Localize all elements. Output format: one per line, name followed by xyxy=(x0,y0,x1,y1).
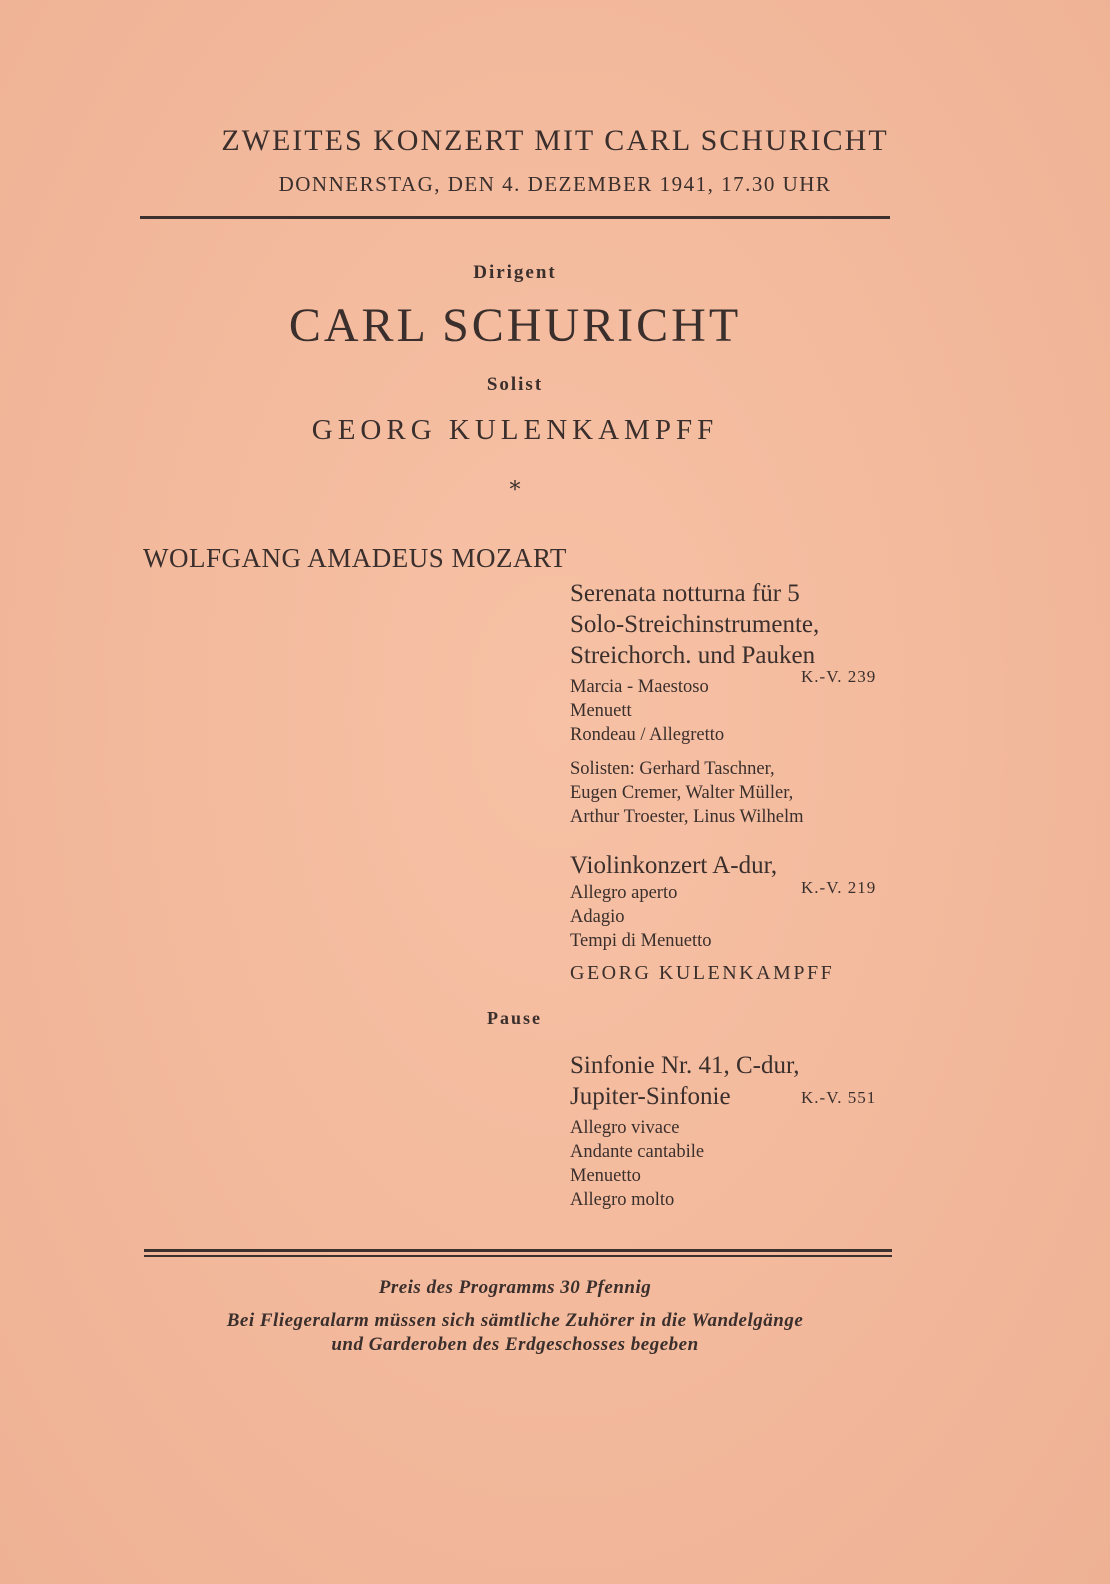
composer-name: WOLFGANG AMADEUS MOZART xyxy=(143,543,567,573)
conductor-name: CARL SCHURICHT xyxy=(288,299,742,352)
work-title-line: Serenata notturna für 5 xyxy=(570,580,800,607)
work-violin-concerto xyxy=(570,850,900,953)
movement: Allegro vivace xyxy=(570,1118,680,1138)
movement: Allegro molto xyxy=(570,1190,675,1210)
air-raid-notice-line2: und Garderoben des Erdgeschosses begeben xyxy=(331,1334,699,1355)
soloists-line: Arthur Troester, Linus Wilhelm xyxy=(570,807,804,827)
kv-number: K.-V. 219 xyxy=(801,878,877,897)
conductor-label: Dirigent xyxy=(473,262,557,283)
movement: Menuett xyxy=(570,701,632,721)
violin-soloist-name: GEORG KULENKAMPFF xyxy=(570,962,835,984)
separator-asterisk: * xyxy=(509,478,521,503)
concert-title: ZWEITES KONZERT MIT CARL SCHURICHT xyxy=(221,124,889,157)
movement: Marcia - Maestoso xyxy=(570,677,709,697)
work-title-line: Streichorch. und Pauken xyxy=(570,642,816,669)
program-price: Preis des Programms 30 Pfennig xyxy=(378,1277,652,1298)
air-raid-notice-line1: Bei Fliegeralarm müssen sich sämtliche Zuhörer in die Wandelgänge xyxy=(226,1310,804,1331)
work-title-line: Solo-Streichinstrumente, xyxy=(570,611,820,638)
work-serenata xyxy=(570,578,900,829)
movement: Rondeau / Allegretto xyxy=(570,725,725,745)
movement: Tempi di Menuetto xyxy=(570,931,712,951)
movement: Andante cantabile xyxy=(570,1142,705,1162)
kv-number: K.-V. 239 xyxy=(801,667,877,686)
soloists-line: Eugen Cremer, Walter Müller, xyxy=(570,783,794,803)
movement: Adagio xyxy=(570,907,625,927)
footer-divider xyxy=(144,1249,892,1252)
work-title-line: Jupiter-Sinfonie xyxy=(570,1083,731,1110)
soloists-line: Solisten: Gerhard Taschner, xyxy=(570,759,775,779)
work-title-line: Sinfonie Nr. 41, C-dur, xyxy=(570,1052,800,1079)
movement: Allegro aperto xyxy=(570,883,678,903)
concert-date: DONNERSTAG, DEN 4. DEZEMBER 1941, 17.30 UHR xyxy=(278,172,832,196)
soloist-label: Solist xyxy=(486,374,544,395)
kv-number: K.-V. 551 xyxy=(801,1088,877,1107)
intermission-label: Pause xyxy=(487,1008,542,1028)
soloist-name: GEORG KULENKAMPFF xyxy=(311,414,719,446)
movement: Menuetto xyxy=(570,1166,641,1186)
work-title-line: Violinkonzert A-dur, xyxy=(570,852,778,879)
header-divider xyxy=(140,216,890,219)
work-jupiter-symphony xyxy=(570,1050,900,1212)
footer-divider-second xyxy=(144,1255,892,1257)
